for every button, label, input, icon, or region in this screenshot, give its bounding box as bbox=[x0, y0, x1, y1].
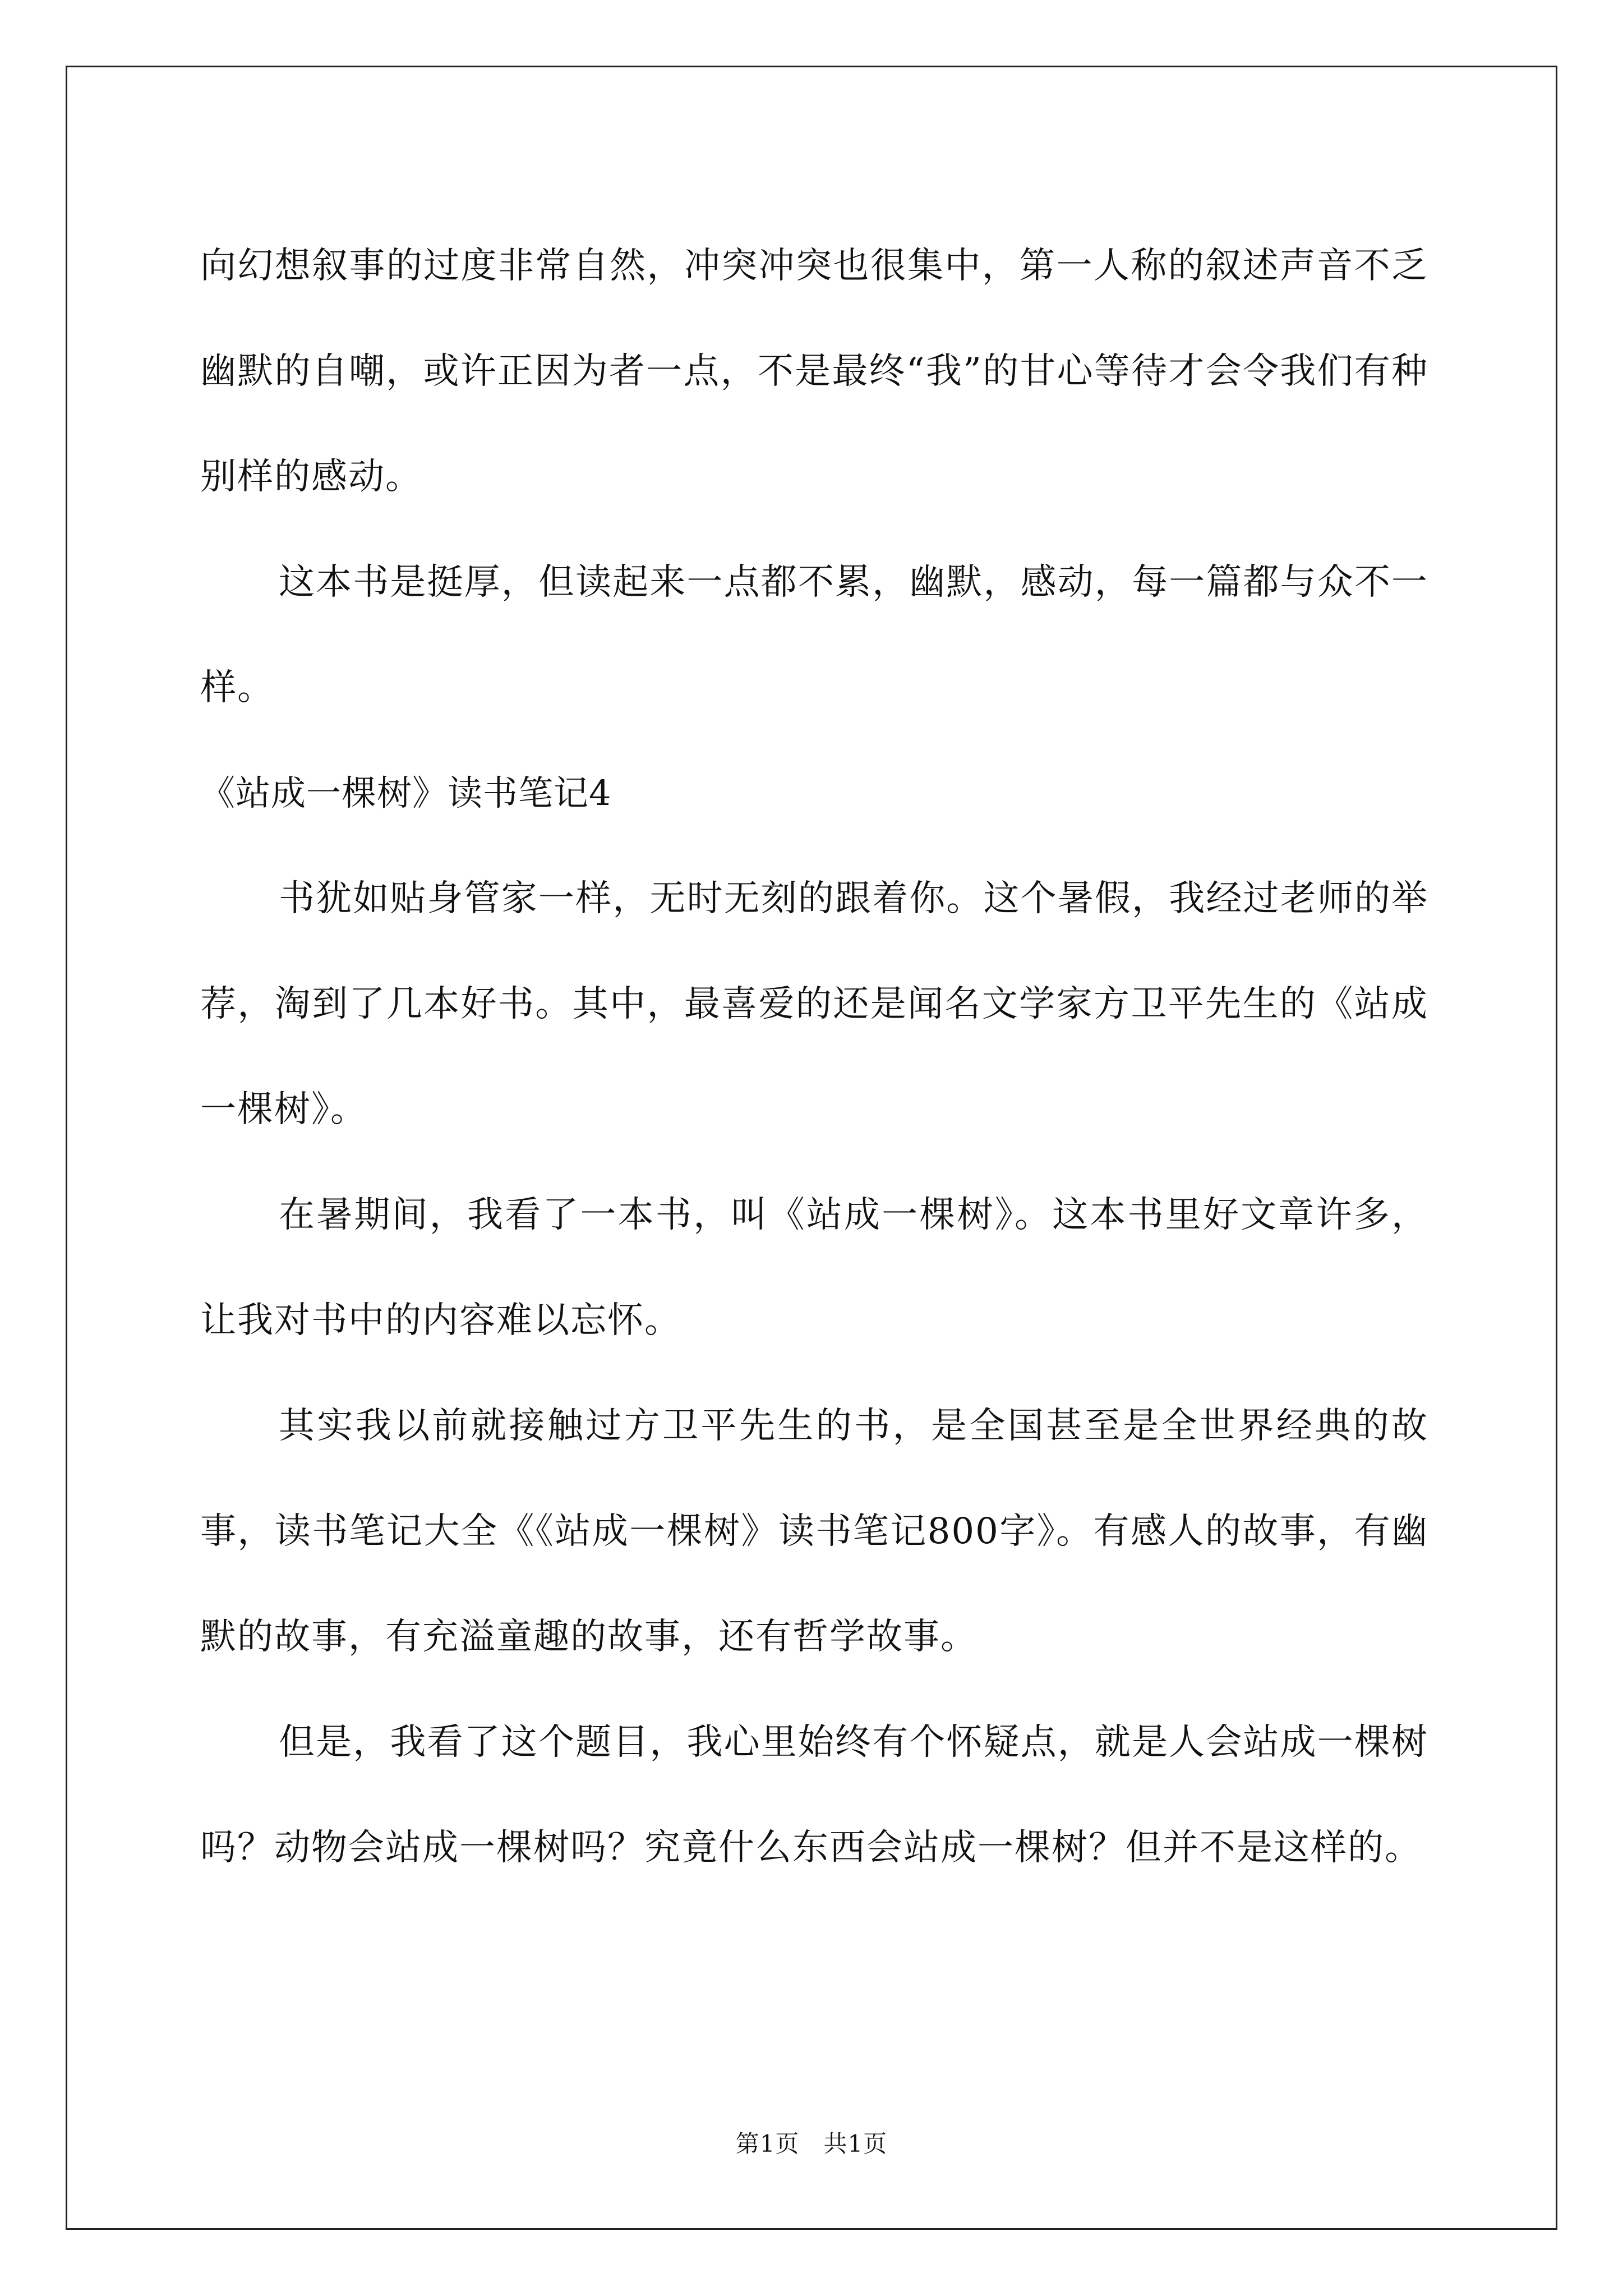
paragraph-4: 在暑期间，我看了一本书，叫《站成一棵树》。这本书里好文章许多，让我对书中的内容难以忘怀。 bbox=[200, 1194, 1428, 1341]
paragraph-3: 书犹如贴身管家一样，无时无刻的跟着你。这个暑假，我经过老师的举荐，淘到了几本好书。其中，最喜爱的还是闻名文学家方卫平先生的《站成一棵树》。 bbox=[200, 878, 1428, 1130]
paragraph-2: 这本书是挺厚，但读起来一点都不累，幽默，感动，每一篇都与众不一样。 bbox=[200, 562, 1428, 708]
section-heading: 《站成一棵树》读书笔记4 bbox=[200, 772, 612, 813]
paragraph-1: 向幻想叙事的过度非常自然，冲突冲突也很集中，第一人称的叙述声音不乏幽默的自嘲，或许正因为者一点，不是最终“我”的甘心等待才会令我们有种别样的感动。 bbox=[200, 245, 1428, 498]
paragraph-5: 其实我以前就接触过方卫平先生的书，是全国甚至是全世界经典的故事，读书笔记大全《《站成一棵树》读书笔记800字》。有感人的故事，有幽默的故事，有充溢童趣的故事，还有哲学故事。 bbox=[200, 1405, 1428, 1658]
page-footer: 第1页 共1页 bbox=[735, 2130, 888, 2157]
document-body bbox=[200, 213, 1428, 1901]
paragraph-6: 但是，我看了这个题目，我心里始终有个怀疑点，就是人会站成一棵树吗？动物会站成一棵树吗？究竟什么东西会站成一棵树？但并不是这样的。 bbox=[200, 1722, 1428, 1869]
